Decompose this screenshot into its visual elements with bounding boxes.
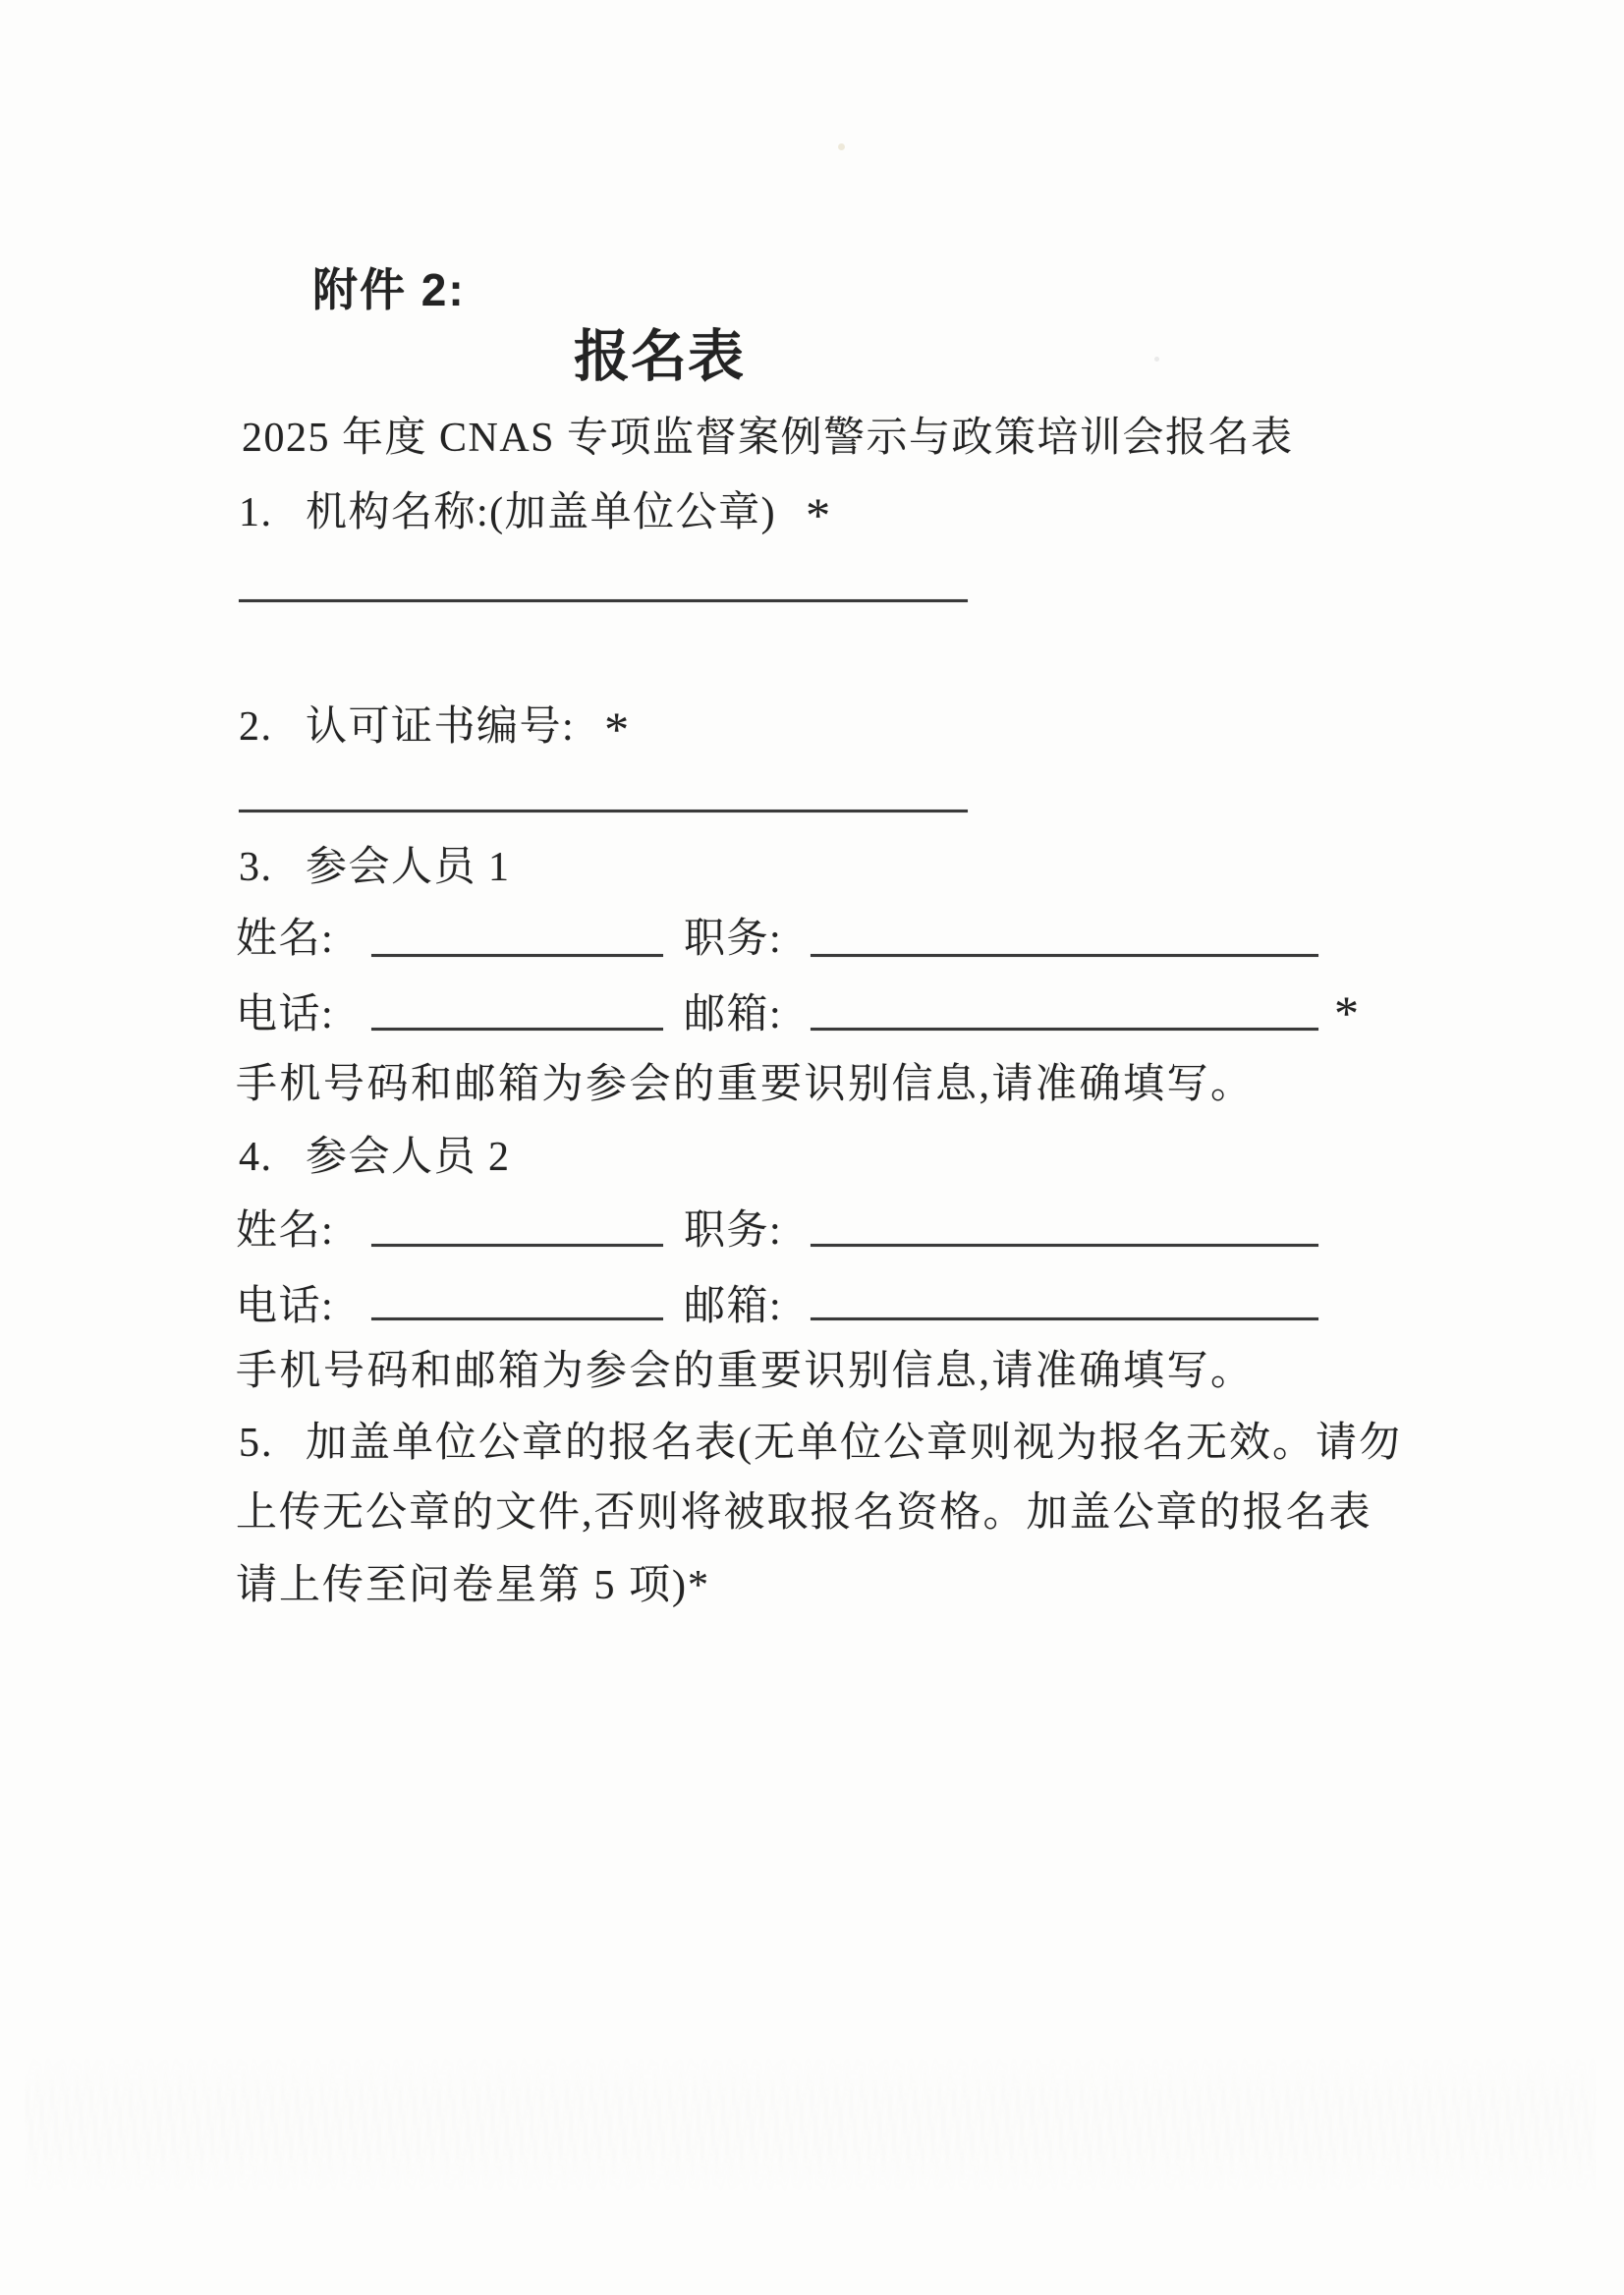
phone-blank-line [371,1317,663,1320]
item-number: 4. [239,1135,273,1180]
scan-speck [1154,357,1159,362]
scan-speck [838,143,845,150]
item-label: 机构名称:(加盖单位公章) [306,490,777,535]
contact-info-note: 手机号码和邮箱为参会的重要识别信息,请准确填写。 [236,1349,1255,1394]
certificate-number-blank-line [239,810,968,812]
position-blank-line [811,954,1318,957]
item-label: 参会人员 1 [306,845,511,890]
name-blank-line [371,954,663,957]
item-label: 认可证书编号: [306,704,576,750]
email-blank-line [811,1028,1318,1031]
email-label: 邮箱: [684,1284,783,1329]
form-item-participant-2 [239,1133,511,1182]
page-title: 报名表 [574,325,745,388]
form-item-certificate-number [239,700,629,758]
form-item-org-name [239,485,830,544]
attachment-label: 附件 2: [312,264,466,315]
scan-bleed-through-artifact [25,2053,1596,2196]
item-number: 5. [239,1421,274,1466]
position-label: 职务: [684,1208,783,1254]
phone-label: 电话: [236,1284,335,1329]
email-label: 邮箱: [684,992,783,1037]
name-label: 姓名: [236,917,335,962]
required-marker: * [806,487,831,542]
position-label: 职务: [684,917,783,962]
position-blank-line [811,1244,1318,1247]
required-marker: * [1334,985,1359,1040]
item-number: 3. [239,845,273,890]
name-blank-line [371,1244,663,1247]
name-label: 姓名: [236,1208,335,1254]
item-label: 参会人员 2 [306,1135,511,1180]
phone-label: 电话: [236,992,335,1037]
stamp-instructions-line-1 [239,1419,1402,1468]
item-number: 1. [239,490,273,535]
required-marker: * [604,701,630,756]
item-label: 加盖单位公章的报名表(无单位公章则视为报名无效。请勿 [306,1421,1402,1466]
org-name-blank-line [239,599,968,602]
contact-info-note: 手机号码和邮箱为参会的重要识别信息,请准确填写。 [236,1062,1255,1107]
email-blank-line [811,1317,1318,1320]
stamp-instructions-line-3: 请上传至问卷星第 5 项)* [236,1563,710,1608]
item-number: 2. [239,704,273,750]
stamp-instructions-line-2: 上传无公章的文件,否则将被取报名资格。加盖公章的报名表 [236,1490,1372,1536]
phone-blank-line [371,1028,663,1031]
form-subtitle: 2025 年度 CNAS 专项监督案例警示与政策培训会报名表 [242,416,1294,461]
form-item-participant-1 [239,843,511,892]
